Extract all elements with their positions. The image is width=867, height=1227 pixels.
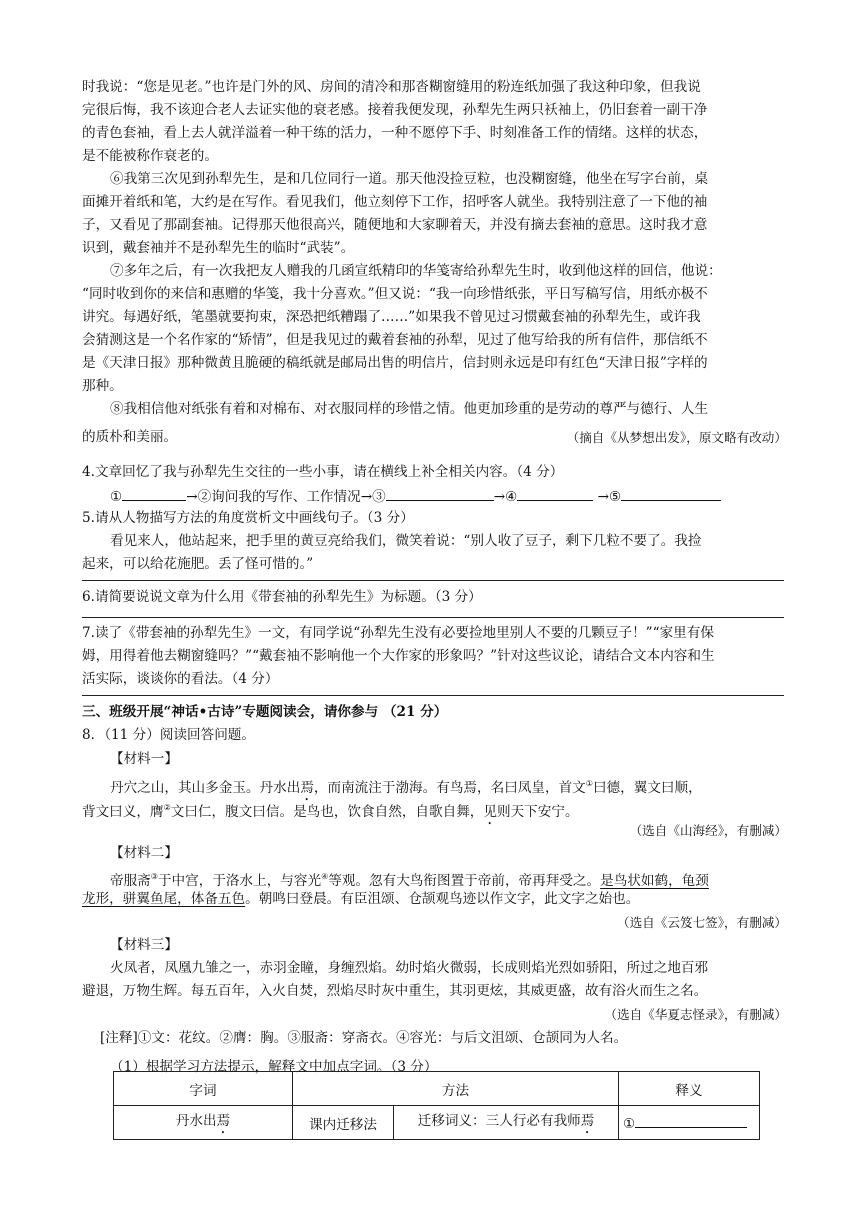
- material-3-source: （选自《华夏志怪录》，有删减）: [604, 1007, 787, 1022]
- material-1-label: 【材料一】: [110, 751, 178, 767]
- passage-paragraph-8: ⑧我相信他对纸张有着和对棉布、对衣服同样的珍惜之情。他更加珍重的是劳动的尊严与德行、人生: [110, 401, 709, 417]
- passage-line: 那种。: [82, 378, 123, 394]
- answer-blank[interactable]: [517, 486, 593, 501]
- passage-line: 的质朴和美丽。: [82, 429, 178, 445]
- material-1-text: 背文曰义，膺②文曰仁，腹文曰信。是鸟也，饮食自然，自歌自舞，见则天下安宁。: [82, 803, 579, 820]
- material-2-label: 【材料二】: [110, 845, 178, 861]
- passage-line: 会猜测这是一个名作家的“矫情”，但是我见过的戴着套袖的孙犁，见过了他写给我的所有信件，那信纸不: [82, 332, 708, 348]
- answer-blank[interactable]: [122, 486, 186, 501]
- answer-blank[interactable]: [635, 1113, 747, 1128]
- passage-line: “同时收到你的来信和惠赠的华笺，我十分喜欢。”但又说：“我一向珍惜纸张，平日写稿写信，用纸亦极不: [82, 286, 708, 302]
- question-5-quote: 起来，可以给花施肥。丢了怪可惜的。”: [82, 556, 314, 572]
- material-2-source: （选自《云笈七签》，有删减）: [616, 915, 787, 930]
- table-header: 方法: [293, 1072, 619, 1106]
- answer-line[interactable]: [82, 695, 784, 696]
- annotation-note: [注释]①文：花纹。②膺：胸。③服斋：穿斋衣。④容光：与后文沮颂、仓颉同为人名。: [100, 1030, 628, 1046]
- passage-line: 识到，戴套袖并不是孙犁先生的临时“武装”。: [82, 240, 355, 256]
- material-3-text: 火凤者，凤凰九雏之一，赤羽金瞳，身缠烈焰。幼时焰火微弱，长成则焰光烈如骄阳，所过之地百邪: [110, 960, 709, 976]
- answer-blank[interactable]: [621, 486, 721, 501]
- answer-line[interactable]: [82, 617, 784, 618]
- table-cell-method: 课内迁移法: [293, 1106, 394, 1140]
- question-6: 6.请简要说说文章为什么用《带套袖的孙犁先生》为标题。（3 分）: [82, 589, 482, 605]
- material-1-source: （选自《山海经》，有删减）: [629, 823, 787, 838]
- material-3-text: 避退，万物生辉。每五百年，入火自焚，烈焰尽时灰中重生，其羽更炫，其威更盛，故有浴火而生之名。: [82, 983, 708, 999]
- table-header-row: [114, 1072, 760, 1106]
- table-cell-word: 丹水出焉: [114, 1106, 293, 1140]
- material-2-text: 龙形，骈翼鱼尾，体备五色。朝鸣曰登晨。有臣沮颂、仓颉观鸟迹以作文字，此文字之始也。: [82, 891, 640, 907]
- question-7: 7.读了《带套袖的孙犁先生》一文，有同学说“孙犁先生没有必要捡地里别人不要的几颗豆子！”“家里有保: [82, 625, 714, 641]
- material-2-text: 帝服斋③于中宫，于洛水上，与容光④等观。忽有大鸟衔图置于帝前，帝再拜受之。是鸟状如鹤，龟颈: [110, 872, 709, 889]
- passage-paragraph-7: ⑦多年之后，有一次我把友人赠我的几函宣纸精印的华笺寄给孙犁先生时，收到他这样的回信，他说：: [110, 263, 722, 279]
- material-1-text: 丹穴之山，其山多金玉。丹水出焉，而南流注于渤海。有鸟焉，名曰凤皇，首文①曰德，翼文曰顺，: [110, 779, 702, 796]
- passage-paragraph-6: ⑥我第三次见到孙犁先生，是和几位同行一道。那天他没捡豆粒，也没糊窗缝，他坐在写字台前，桌: [110, 171, 709, 187]
- underlined-sentence: 龙形，骈翼鱼尾，体备五色: [82, 891, 246, 907]
- passage-line: 面摊开着纸和笔，大约是在写作。看见我们，他立刻停下工作，招呼客人就坐。我特别注意了一下他的袖: [82, 194, 708, 210]
- section-3-title: 三、班级开展“神话•古诗”专题阅读会，请你参与 （21 分）: [82, 704, 448, 720]
- question-7: 活实际，谈谈你的看法。（4 分）: [82, 671, 279, 687]
- answer-blank[interactable]: [386, 486, 494, 501]
- passage-line: 完很后悔，我不该迎合老人去证实他的衰老感。接着我便发现，孙犁先生两只袄袖上，仍旧套着一副干净: [82, 102, 708, 118]
- passage-line: 子，又看见了那副套袖。记得那天他很高兴，随便地和大家聊着天，并没有摘去套袖的意思。这时我才意: [82, 217, 708, 233]
- question-5: 5.请从人物描写方法的角度赏析文中画线句子。（3 分）: [82, 510, 414, 526]
- table-header: 字词: [114, 1072, 293, 1106]
- table-header: 释义: [619, 1072, 760, 1106]
- question-8-sub-1: （1）根据学习方法提示，解释文中加点字词。（3 分）: [110, 1059, 438, 1075]
- material-3-label: 【材料三】: [110, 937, 178, 953]
- passage-line: 是不能被称作衰老的。: [82, 148, 218, 164]
- passage-line: 的青色套袖，看上去人就洋溢着一种干练的活力，一种不愿停下手、时刻准备工作的情绪。这样的状态，: [82, 125, 708, 141]
- underlined-sentence: 是鸟状如鹤，龟颈: [600, 873, 709, 889]
- answer-line[interactable]: [82, 580, 784, 581]
- passage-line: 时我说：“您是见老。”也许是门外的风、房间的清冷和那沓糊窗缝用的粉连纸加强了我这种印象，但我说: [82, 79, 701, 95]
- question-4-blanks: ① →②询问我的写作、工作情况→③ →④ →⑤: [110, 486, 815, 507]
- passage-line: 讲究。每遇好纸，笔墨就要拘束，深恐把纸糟蹋了……”如果我不曾见过习惯戴套袖的孙犁先生，或许我: [82, 309, 701, 325]
- word-explanation-table: [113, 1071, 760, 1140]
- question-8-intro: 8．（11 分）阅读回答问题。: [82, 727, 255, 743]
- question-4: 4.文章回忆了我与孙犁先生交往的一些小事，请在横线上补全相关内容。（4 分）: [82, 464, 564, 480]
- table-row: [114, 1106, 760, 1140]
- question-5-quote: 看见来人，他站起来，把手里的黄豆亮给我们，微笑着说：“别人收了豆子，剩下几粒不要了。我捡: [110, 533, 702, 549]
- passage-source: （摘自《从梦想出发》，原文略有改动）: [566, 430, 787, 445]
- question-7: 姆，用得着他去糊窗缝吗？”“戴套袖不影响他一个大作家的形象吗？”针对这些议论，请结合文本内容和生: [82, 648, 715, 664]
- passage-line: 是《天津日报》那种微黄且脆硬的稿纸就是邮局出售的明信片，信封则永远是印有红色“天津日报”字样的: [82, 355, 708, 371]
- table-cell-answer: ①: [619, 1106, 760, 1140]
- table-cell-transfer: 迁移词义：三人行必有我师焉: [394, 1106, 619, 1140]
